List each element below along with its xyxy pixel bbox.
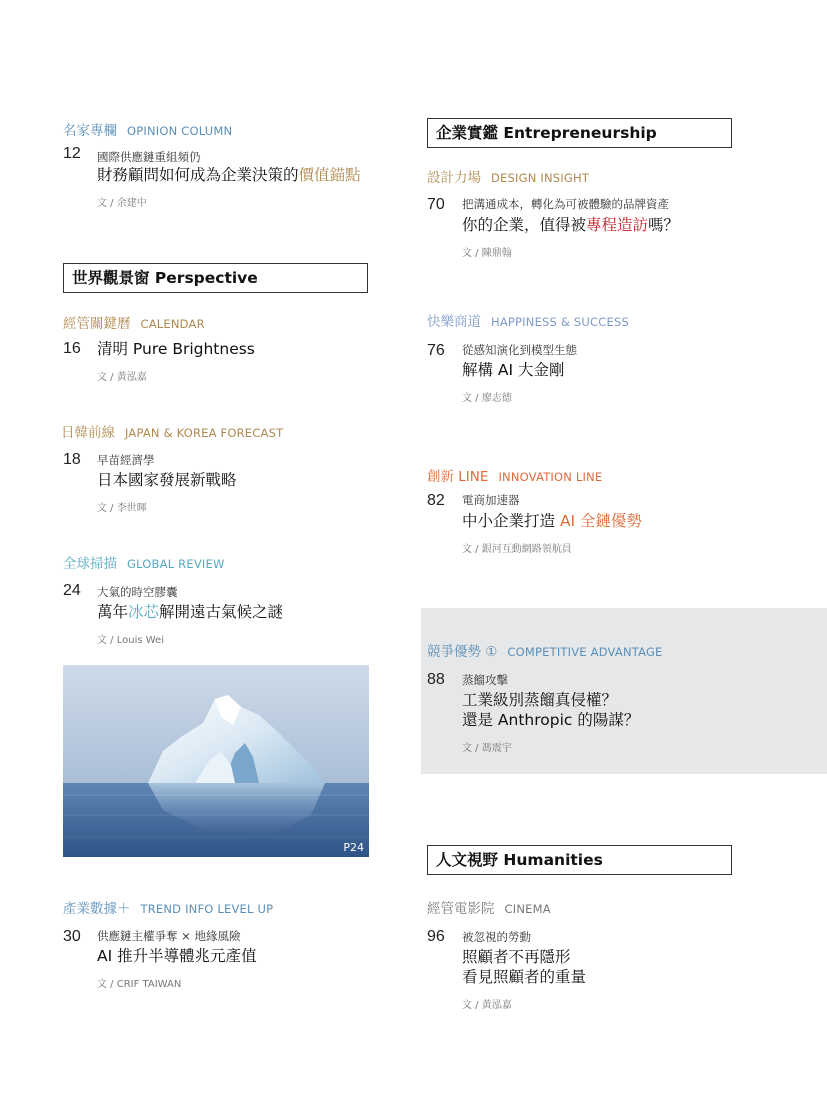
title-highlight: AI 全鏈優勢	[559, 512, 643, 530]
header-en: Entrepreneurship	[503, 124, 657, 142]
section-label-en: CINEMA	[504, 902, 551, 916]
section-label-zh: 競爭優勢 ①	[427, 644, 498, 660]
article-author: 文 / 銀河互動網路領航員	[462, 544, 572, 555]
section-label-en: DESIGN INSIGHT	[491, 171, 590, 185]
section-label-zh: 產業數據＋	[63, 901, 131, 917]
iceberg-image	[63, 665, 369, 857]
header-zh: 世界觀景窗	[72, 269, 150, 287]
article-author: 文 / 余建中	[97, 198, 147, 209]
header-en: Perspective	[154, 269, 258, 287]
article-kicker: 電商加速器	[462, 493, 520, 507]
perspective-header	[63, 263, 368, 293]
iceberg-photo	[63, 665, 369, 857]
article-title: AI 推升半導體兆元產值	[97, 947, 257, 965]
article-author: 文 / 陳鼎翰	[462, 248, 512, 259]
page-number: 70	[427, 196, 445, 213]
section-label-en: COMPETITIVE ADVANTAGE	[507, 645, 663, 659]
article-kicker: 從感知演化到模型生態	[462, 343, 577, 357]
header-zh: 企業實鑑	[436, 124, 499, 142]
title-part: 解開遠古氣候之謎	[159, 603, 284, 621]
article-author: 文 / 馮震宇	[462, 743, 512, 754]
section-label-en: GLOBAL REVIEW	[127, 557, 225, 571]
title-highlight: 專程造訪	[586, 216, 649, 234]
section-calendar	[63, 312, 205, 332]
section-opinion	[63, 119, 232, 139]
section-design-insight	[427, 166, 589, 186]
section-label-en: CALENDAR	[140, 317, 205, 331]
article-title: 日本國家發展新戰略	[97, 471, 237, 489]
article-title: 解構 AI 大金剛	[462, 361, 565, 379]
section-label-en: INNOVATION LINE	[498, 470, 603, 484]
section-label-en: JAPAN & KOREA FORECAST	[125, 426, 284, 440]
article-title	[97, 601, 283, 623]
article-author: 文 / 黃泓嘉	[462, 1000, 512, 1011]
section-japan-korea	[61, 421, 283, 441]
article-kicker: 國際供應鏈重組頻仍	[97, 150, 201, 164]
section-cinema	[427, 897, 551, 917]
section-label-en: HAPPINESS & SUCCESS	[491, 315, 629, 329]
header-en: Humanities	[503, 851, 603, 869]
section-label-en: TREND INFO LEVEL UP	[140, 902, 274, 916]
title-part: 你的企業，值得被	[462, 216, 587, 234]
title-part: 中小企業打造	[462, 512, 560, 530]
page-number: 30	[63, 928, 81, 945]
page-number: 24	[63, 582, 81, 599]
article-title	[462, 510, 642, 532]
article-author: 文 / 李世暉	[97, 503, 147, 514]
humanities-header	[427, 845, 732, 875]
section-label-zh: 經管關鍵曆	[63, 316, 131, 332]
section-label-zh: 日韓前線	[61, 425, 115, 441]
page-number: 88	[427, 671, 445, 688]
article-kicker: 被忽視的勞動	[462, 930, 531, 944]
title-part: 財務顧問如何成為企業決策的	[97, 166, 299, 184]
title-highlight: 冰芯	[128, 603, 160, 621]
section-competitive	[427, 640, 663, 660]
article-title	[97, 164, 361, 186]
title-part: 嗎？	[648, 216, 680, 234]
article-title-line-1: 工業級別蒸餾真侵權？	[462, 691, 618, 709]
header-zh: 人文視野	[436, 851, 499, 869]
article-title-line-1: 照顧者不再隱形	[462, 948, 571, 966]
article-author: 文 / CRIF TAIWAN	[97, 979, 182, 990]
entrepreneurship-header	[427, 118, 732, 148]
section-global-review	[63, 552, 225, 572]
page-number: 76	[427, 342, 445, 359]
page-number: 82	[427, 492, 445, 509]
section-trend-info	[63, 897, 273, 917]
article-kicker: 蒸餾攻擊	[462, 673, 508, 687]
title-part: 萬年	[97, 603, 129, 621]
section-label-zh: 經管電影院	[427, 901, 495, 917]
article-title: 清明 Pure Brightness	[97, 340, 255, 358]
article-title-line-2: 還是 Anthropic 的陽謀？	[462, 711, 640, 729]
title-highlight: 價值錨點	[298, 166, 361, 184]
article-author: 文 / 廖志德	[462, 393, 512, 404]
page-number: 18	[63, 451, 81, 468]
article-kicker: 供應鏈主權爭奪 × 地緣風險	[97, 929, 241, 943]
section-label-zh: 創新 LINE	[427, 469, 489, 485]
photo-page-tag: P24	[343, 841, 364, 854]
article-kicker: 大氣的時空膠囊	[97, 585, 178, 599]
section-label-en: OPINION COLUMN	[127, 124, 233, 138]
section-label-zh: 設計力場	[427, 170, 481, 186]
section-label-zh: 快樂商道	[427, 314, 481, 330]
section-label-zh: 全球掃描	[63, 556, 117, 572]
page-number: 96	[427, 928, 445, 945]
article-author: 文 / 黃泓嘉	[97, 372, 147, 383]
section-happiness	[427, 310, 629, 330]
article-kicker: 早苗經濟學	[97, 453, 155, 467]
article-author: 文 / Louis Wei	[97, 635, 164, 646]
page-number: 16	[63, 340, 81, 357]
section-label-zh: 名家專欄	[63, 123, 117, 139]
article-kicker: 把溝通成本，轉化為可被體驗的品牌資產	[462, 197, 669, 211]
article-title	[462, 214, 679, 236]
section-innovation	[427, 465, 602, 485]
page-number: 12	[63, 145, 81, 162]
article-title-line-2: 看見照顧者的重量	[462, 968, 587, 986]
